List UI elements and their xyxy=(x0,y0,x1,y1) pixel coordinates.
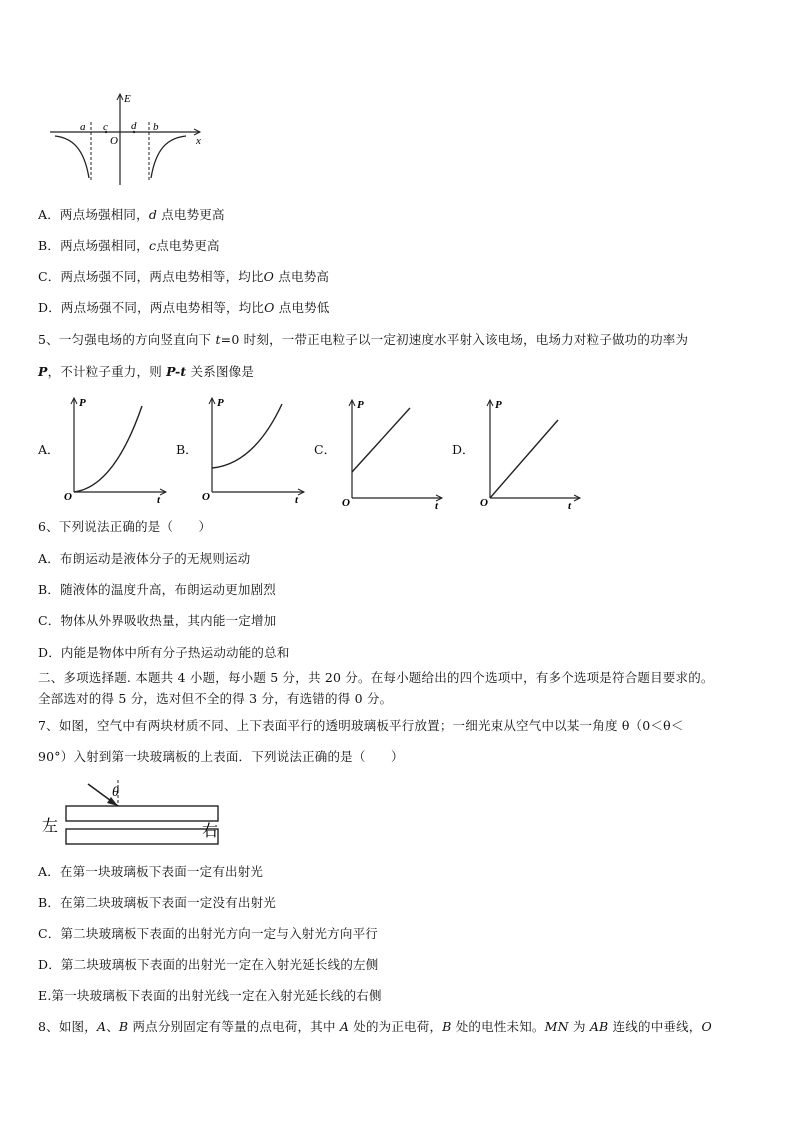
glass-plate-1 xyxy=(66,806,218,821)
svg-text:t: t xyxy=(157,494,161,504)
q4-option-a[interactable]: A．两点场强相同，d 点电势更高 xyxy=(38,207,225,222)
curve-left xyxy=(55,136,89,178)
origin-label: O xyxy=(110,135,118,147)
section2-line1: 二、多项选择题. 本题共 4 小题，每小题 5 分，共 20 分。在每小题给出的四个选项中，有多个选项是符合题目要求的。 xyxy=(38,670,714,685)
q6-stem: 6、下列说法正确的是（ ） xyxy=(38,519,212,534)
q7-stem-line1: 7、如图，空气中有两块材质不同、上下表面平行的透明玻璃板平行放置；一细光束从空气中以某一角度 θ（0＜θ＜ xyxy=(38,718,684,733)
svg-text:O: O xyxy=(342,497,350,509)
q5-graph-b[interactable] xyxy=(200,392,310,504)
point-a-label: a xyxy=(80,121,86,133)
q7-glass-plates-figure xyxy=(38,776,224,856)
q4-option-d[interactable]: D．两点场强不同，两点电势相等，均比O 点电势低 xyxy=(38,300,330,315)
x-axis-label: x xyxy=(196,135,201,147)
q7-option-a[interactable]: A．在第一块玻璃板下表面一定有出射光 xyxy=(38,864,264,879)
left-label: 左 xyxy=(42,818,59,835)
line-c xyxy=(352,408,410,472)
q7-option-c[interactable]: C．第二块玻璃板下表面的出射光方向一定与入射光方向平行 xyxy=(38,926,378,941)
q5-stem-line1: 5、一匀强电场的方向竖直向下 t=0 时刻，一带正电粒子以一定初速度水平射入该电场，电场力对粒子做功的功率为 xyxy=(38,332,689,347)
svg-text:t: t xyxy=(568,500,572,510)
curve-a xyxy=(74,406,142,492)
svg-text:P: P xyxy=(79,397,86,409)
svg-text:O: O xyxy=(202,491,210,503)
svg-text:P: P xyxy=(357,399,364,411)
q5-option-d-label[interactable]: D． xyxy=(452,442,475,457)
section2-line2: 全部选对的得 5 分，选对但不全的得 3 分，有选错的得 0 分。 xyxy=(38,691,393,706)
q7-option-e[interactable]: E.第一块玻璃板下表面的出射光线一定在入射光延长线的右侧 xyxy=(38,988,382,1003)
svg-text:P: P xyxy=(217,397,224,409)
curve-right xyxy=(151,136,186,178)
q7-stem-line2: 90°）入射到第一块玻璃板的上表面．下列说法正确的是（ ） xyxy=(38,749,404,764)
e-field-graph xyxy=(50,88,210,188)
q5-graph-a[interactable] xyxy=(62,392,172,504)
point-c-label: c xyxy=(103,121,108,133)
theta-label: θ xyxy=(112,785,119,800)
q6-option-c[interactable]: C．物体从外界吸收热量，其内能一定增加 xyxy=(38,613,277,628)
svg-text:P: P xyxy=(495,399,502,411)
q6-option-d[interactable]: D．内能是物体中所有分子热运动动能的总和 xyxy=(38,645,290,660)
svg-text:O: O xyxy=(480,497,488,509)
q5-graph-d[interactable] xyxy=(476,394,586,510)
q4-option-b[interactable]: B．两点场强相同，c点电势更高 xyxy=(38,238,220,253)
q5-option-c-label[interactable]: C． xyxy=(314,442,337,457)
q7-option-d[interactable]: D．第二块玻璃板下表面的出射光一定在入射光延长线的左侧 xyxy=(38,957,379,972)
point-b-label: b xyxy=(153,121,159,133)
e-axis-label: E xyxy=(124,93,131,105)
svg-text:t: t xyxy=(435,500,439,510)
q7-option-b[interactable]: B．在第二块玻璃板下表面一定没有出射光 xyxy=(38,895,276,910)
q4-option-c[interactable]: C．两点场强不同，两点电势相等，均比O 点电势高 xyxy=(38,269,330,284)
point-d-label: d xyxy=(131,120,137,132)
curve-b xyxy=(212,404,282,468)
right-label: 右 xyxy=(202,823,219,840)
q6-option-b[interactable]: B．随液体的温度升高，布朗运动更加剧烈 xyxy=(38,582,276,597)
q5-stem-line2: P，不计粒子重力，则 P-t 关系图像是 xyxy=(38,364,255,379)
q5-graph-c[interactable] xyxy=(338,394,448,510)
q6-option-a[interactable]: A．布朗运动是液体分子的无规则运动 xyxy=(38,551,251,566)
svg-text:t: t xyxy=(295,494,299,504)
q5-option-a-label[interactable]: A． xyxy=(38,442,60,457)
glass-plate-2 xyxy=(66,829,218,844)
q5-option-b-label[interactable]: B． xyxy=(176,442,198,457)
svg-text:O: O xyxy=(64,491,72,503)
q8-stem: 8、如图，A、B 两点分别固定有等量的点电荷，其中 A 处的为正电荷，B 处的电性未知。MN 为 AB 连线的中垂线，O xyxy=(38,1019,712,1034)
line-d xyxy=(490,420,558,498)
